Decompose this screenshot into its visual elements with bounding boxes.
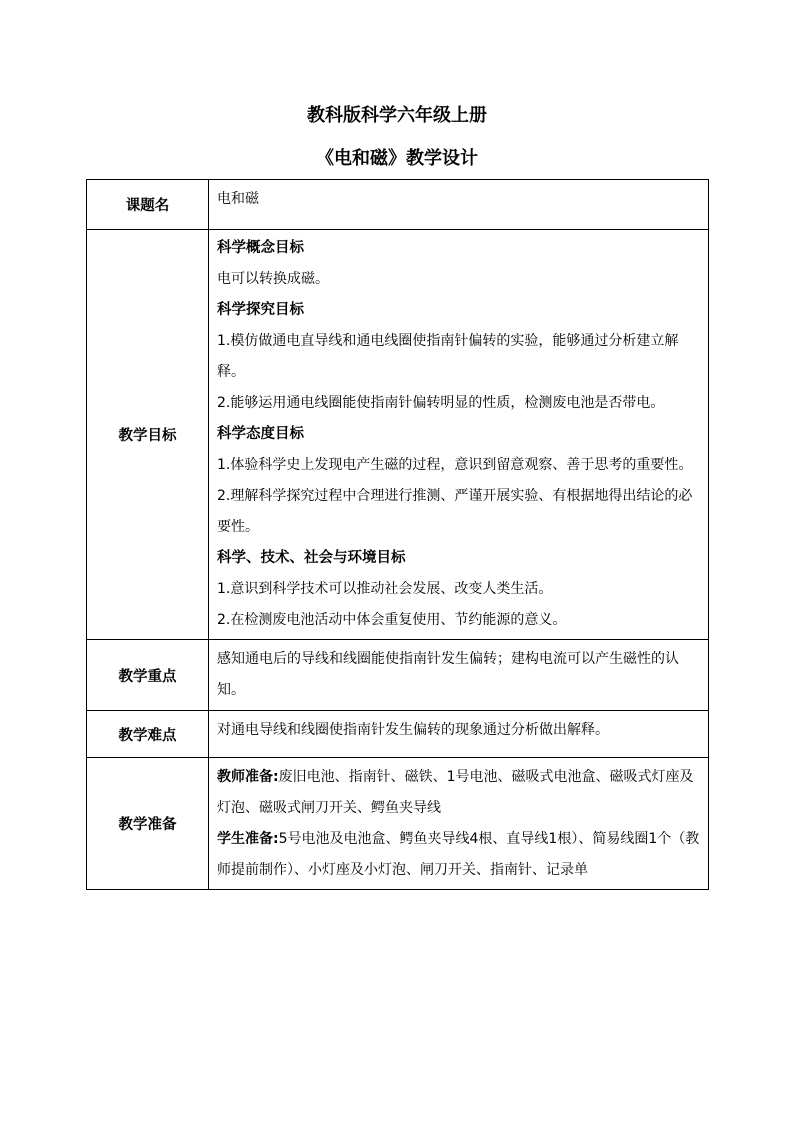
goal-item: 1.模仿做通电直导线和通电线圈使指南针偏转的实验，能够通过分析建立解释。 xyxy=(217,333,679,380)
goal-item: 2.在检测废电池活动中体会重复使用、节约能源的意义。 xyxy=(217,612,567,628)
student-preparation-label: 学生准备: xyxy=(217,831,279,847)
teacher-preparation xyxy=(217,762,702,824)
lesson-plan-table xyxy=(86,179,709,890)
goal-heading-inquiry: 科学探究目标 xyxy=(217,302,304,318)
goal-item: 2.能够运用通电线圈能使指南针偏转明显的性质，检测废电池是否带电。 xyxy=(217,395,665,411)
goal-item: 2.理解科学探究过程中合理进行推测、严谨开展实验、有根据地得出结论的必要性。 xyxy=(217,488,693,535)
document-subtitle: 《电和磁》教学设计 xyxy=(316,148,478,169)
focus-value: 感知通电后的导线和线圈能使指南针发生偏转；建构电流可以产生磁性的认知。 xyxy=(209,640,709,711)
goal-heading-stse: 科学、技术、社会与环境目标 xyxy=(217,550,406,566)
goal-item: 1.意识到科学技术可以推动社会发展、改变人类生活。 xyxy=(217,581,553,597)
preparation-label: 教学准备 xyxy=(87,758,209,890)
table-row-difficulty xyxy=(87,711,709,758)
difficulty-label: 教学难点 xyxy=(87,711,209,758)
teacher-preparation-label: 教师准备: xyxy=(217,769,279,785)
topic-label: 课题名 xyxy=(87,180,209,230)
goals-content xyxy=(209,230,709,640)
table-row-goals xyxy=(87,230,709,640)
teacher-preparation-value: 废旧电池、指南针、磁铁、1号电池、磁吸式电池盒、磁吸式灯座及灯泡、磁吸式闸刀开关、鳄鱼夹导线 xyxy=(217,769,694,816)
goal-item: 1.体验科学史上发现电产生磁的过程，意识到留意观察、善于思考的重要性。 xyxy=(217,457,693,473)
goal-heading-concept: 科学概念目标 xyxy=(217,240,304,256)
student-preparation-value: 5号电池及电池盒、鳄鱼夹导线4根、直导线1根）、简易线圈1个（教师提前制作）、小灯座及小灯泡、闸刀开关、指南针、记录单 xyxy=(217,831,700,878)
preparation-content xyxy=(209,758,709,890)
goal-item: 电可以转换成磁。 xyxy=(217,271,329,287)
table-row-preparation xyxy=(87,758,709,890)
document-title: 教科版科学六年级上册 xyxy=(307,105,487,126)
goal-heading-attitude: 科学态度目标 xyxy=(217,426,304,442)
focus-label: 教学重点 xyxy=(87,640,209,711)
table-row-topic xyxy=(87,180,709,230)
topic-value: 电和磁 xyxy=(209,180,709,230)
student-preparation xyxy=(217,824,702,886)
difficulty-value: 对通电导线和线圈使指南针发生偏转的现象通过分析做出解释。 xyxy=(209,711,709,758)
table-row-focus xyxy=(87,640,709,711)
goals-label: 教学目标 xyxy=(87,230,209,640)
